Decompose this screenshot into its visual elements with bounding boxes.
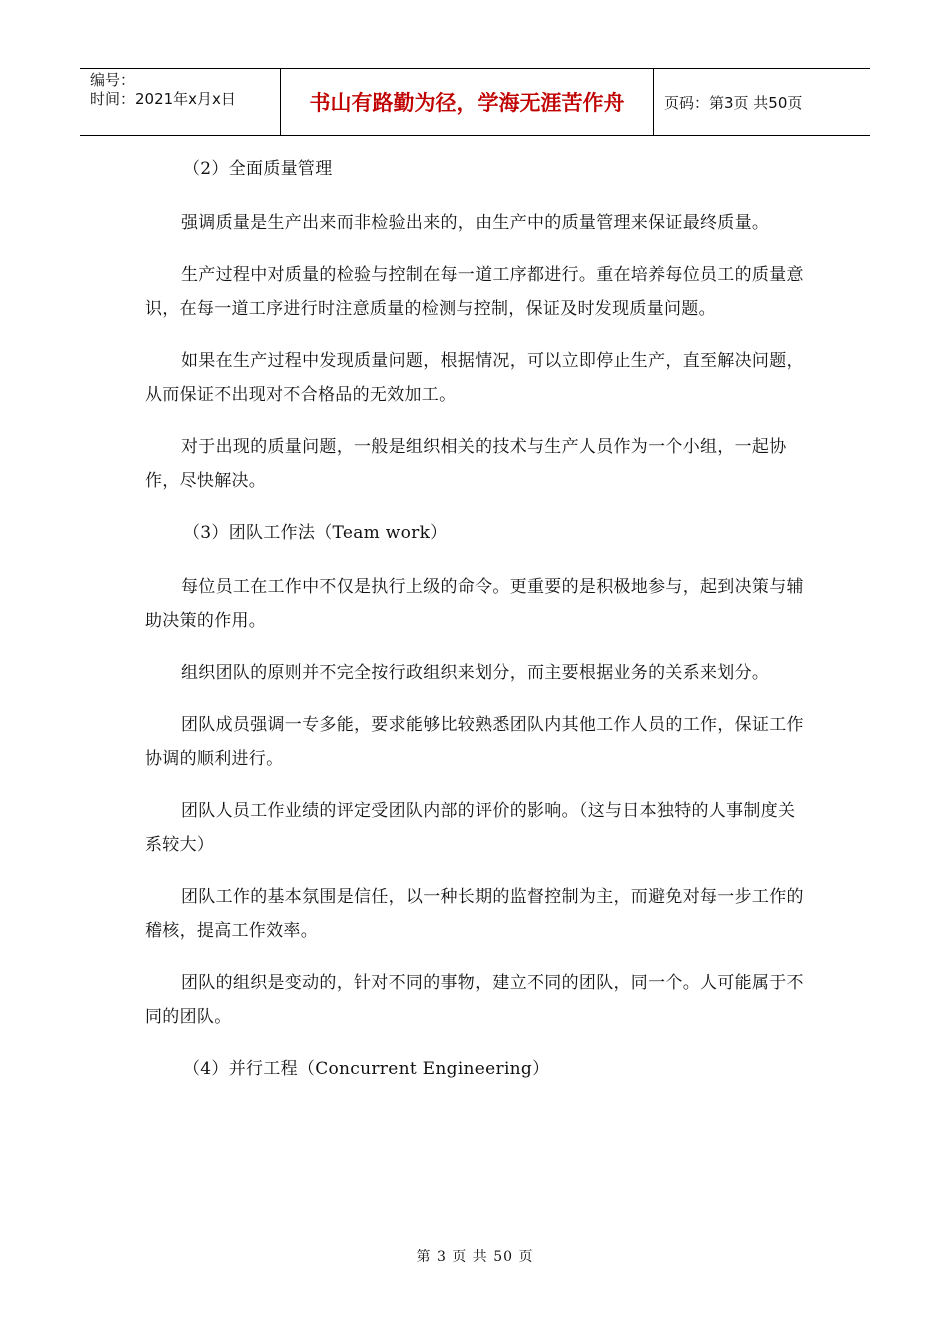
paragraph: 团队工作的基本氛围是信任，以一种长期的监督控制为主，而避免对每一步工作的稽核，提高工作效率。 bbox=[145, 887, 804, 941]
paragraph: 对于出现的质量问题，一般是组织相关的技术与生产人员作为一个小组，一起协作，尽快解决。 bbox=[145, 437, 787, 491]
paragraph: 组织团队的原则并不完全按行政组织来划分，而主要根据业务的关系来划分。 bbox=[181, 663, 770, 683]
paragraph: 如果在生产过程中发现质量问题，根据情况，可以立即停止生产，直至解决问题，从而保证不出现对不合格品的无效加工。 bbox=[145, 351, 804, 405]
paragraph: 团队的组织是变动的，针对不同的事物，建立不同的团队，同一个。人可能属于不同的团队。 bbox=[145, 973, 804, 1027]
header-meta bbox=[80, 69, 281, 135]
footer-page-number: 第 3 页 共 50 页 bbox=[416, 1249, 534, 1265]
page-header bbox=[80, 68, 870, 136]
section-heading: （4）并行工程（Concurrent Engineering） bbox=[183, 1059, 550, 1079]
time-label: 时间：2021年x月x日 bbox=[90, 90, 236, 108]
code-label: 编号： bbox=[90, 71, 136, 89]
page-footer bbox=[0, 1246, 950, 1266]
paragraph: 生产过程中对质量的检验与控制在每一道工序都进行。重在培养每位员工的质量意识，在每一道工序进行时注意质量的检测与控制，保证及时发现质量问题。 bbox=[145, 265, 804, 319]
header-page-cell bbox=[654, 69, 870, 135]
motto-text: 书山有路勤为径，学海无涯苦作舟 bbox=[309, 91, 625, 115]
section-heading: （2）全面质量管理 bbox=[183, 159, 333, 179]
paragraph: 强调质量是生产出来而非检验出来的，由生产中的质量管理来保证最终质量。 bbox=[181, 213, 770, 233]
paragraph: 团队成员强调一专多能，要求能够比较熟悉团队内其他工作人员的工作，保证工作协调的顺利进行。 bbox=[145, 715, 804, 769]
paragraph: 每位员工在工作中不仅是执行上级的命令。更重要的是积极地参与，起到决策与辅助决策的作用。 bbox=[145, 577, 804, 631]
page-info: 页码：第3页 共50页 bbox=[664, 93, 803, 112]
paragraph: 团队人员工作业绩的评定受团队内部的评价的影响。（这与日本独特的人事制度关系较大） bbox=[145, 801, 796, 855]
header-motto-cell bbox=[281, 69, 654, 135]
section-heading: （3）团队工作法（Team work） bbox=[183, 523, 448, 543]
document-body bbox=[145, 152, 805, 1106]
